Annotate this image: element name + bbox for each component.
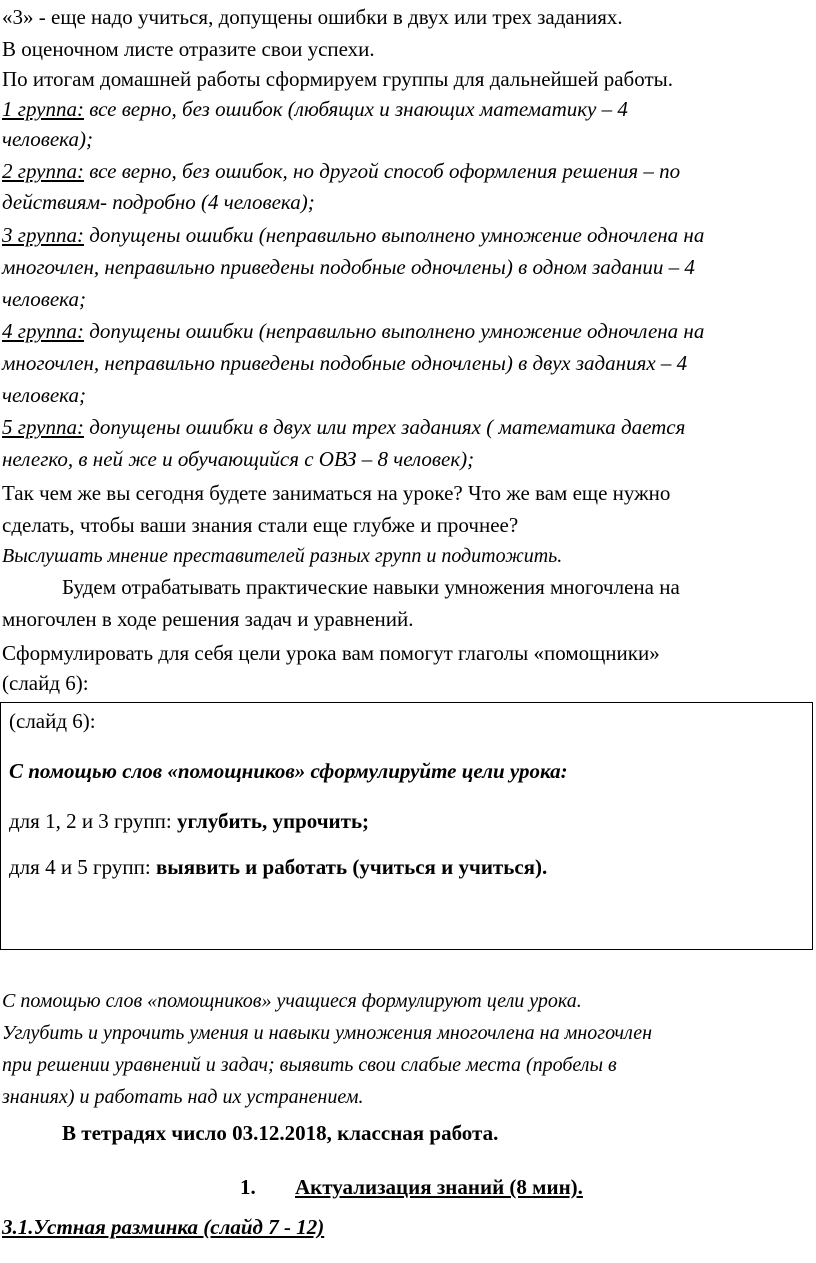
group-5-label: 5 группа: xyxy=(2,415,84,439)
conclusion-line-2: Углубить и упрочить умения и навыки умножения многочлена на многочлен xyxy=(2,1022,653,1044)
group-1-label: 1 группа: xyxy=(2,97,84,121)
group-3-text: допущены ошибки (неправильно выполнено умножение одночлена на xyxy=(89,223,705,247)
question-line-1: Так чем же вы сегодня будете заниматься на уроке? Что же вам еще нужно xyxy=(2,481,671,505)
group-3 xyxy=(2,222,704,248)
practice-line-1: Будем отрабатывать практические навыки умножения многочлена на xyxy=(62,575,680,599)
conclusion-line-1: С помощью слов «помощников» учащиеся формулируют цели урока. xyxy=(2,990,582,1012)
slide-box-row-2 xyxy=(9,855,547,880)
group-3-cont-2: человека; xyxy=(2,287,86,311)
group-5-text: допущены ошибки в двух или трех заданиях ( математика дается xyxy=(89,415,686,439)
listen-note: Выслушать мнение преставителей разных групп и подитожить. xyxy=(2,545,563,567)
group-3-cont-1: многочлен, неправильно приведены подобные одночлены) в одном задании – 4 xyxy=(2,255,695,279)
conclusion-line-3: при решении уравнений и задач; выявить свои слабые места (пробелы в xyxy=(2,1054,617,1076)
section-title: Актуализация знаний (8 мин). xyxy=(295,1175,583,1199)
formulate-line-2: (слайд 6): xyxy=(2,671,89,695)
conclusion-line-4: знаниях) и работать над их устранением. xyxy=(2,1086,364,1108)
group-1-cont: человека); xyxy=(2,127,93,151)
slide-6-box xyxy=(0,702,813,950)
section-number: 1. xyxy=(240,1175,256,1199)
group-5-cont: нелегко, в ней же и обучающийся с ОВЗ – 8 человек); xyxy=(2,447,475,471)
group-1-text: все верно, без ошибок (любящих и знающих математику – 4 xyxy=(89,97,628,121)
group-2-cont: действиям- подробно (4 человека); xyxy=(2,190,315,214)
notebook-date-line: В тетрадях число 03.12.2018, классная работа. xyxy=(62,1121,499,1145)
group-2-text: все верно, без ошибок, но другой способ оформления решения – по xyxy=(89,159,681,183)
slide-box-heading: С помощью слов «помощников» сформулируйте цели урока: xyxy=(9,759,568,783)
subsection-heading: 3.1.Устная разминка (слайд 7 - 12) xyxy=(2,1215,325,1239)
group-4-label: 4 группа: xyxy=(2,319,84,343)
group-2 xyxy=(2,158,680,184)
slide-box-row-2-label: для 4 и 5 групп: xyxy=(9,855,156,879)
intro-line-3: По итогам домашней работы сформируем группы для дальнейшей работы. xyxy=(2,67,673,91)
formulate-line-1: Сформулировать для себя цели урока вам помогут глаголы «помощники» xyxy=(2,641,660,665)
group-2-label: 2 группа: xyxy=(2,159,84,183)
slide-box-row-1-label: для 1, 2 и 3 групп: xyxy=(9,809,177,833)
slide-box-title: (слайд 6): xyxy=(9,709,96,733)
intro-line-1: «3» - еще надо учиться, допущены ошибки в двух или трех заданиях. xyxy=(2,5,623,29)
section-heading xyxy=(240,1174,583,1200)
intro-line-2: В оценочном листе отразите свои успехи. xyxy=(2,37,375,61)
group-4-text: допущены ошибки (неправильно выполнено умножение одночлена на xyxy=(89,319,705,343)
question-line-2: сделать, чтобы ваши знания стали еще глубже и прочнее? xyxy=(2,513,519,537)
group-5 xyxy=(2,414,685,440)
slide-box-row-2-value: выявить и работать (учиться и учиться). xyxy=(155,855,548,879)
group-1 xyxy=(2,96,628,122)
practice-line-2: многочлен в ходе решения задач и уравнений. xyxy=(2,607,414,631)
slide-box-row-1-value: углубить, упрочить; xyxy=(176,809,370,833)
group-4-cont-1: многочлен, неправильно приведены подобные одночлены) в двух заданиях – 4 xyxy=(2,351,688,375)
group-4-cont-2: человека; xyxy=(2,383,86,407)
group-3-label: 3 группа: xyxy=(2,223,84,247)
slide-box-row-1 xyxy=(9,809,369,834)
group-4 xyxy=(2,318,704,344)
